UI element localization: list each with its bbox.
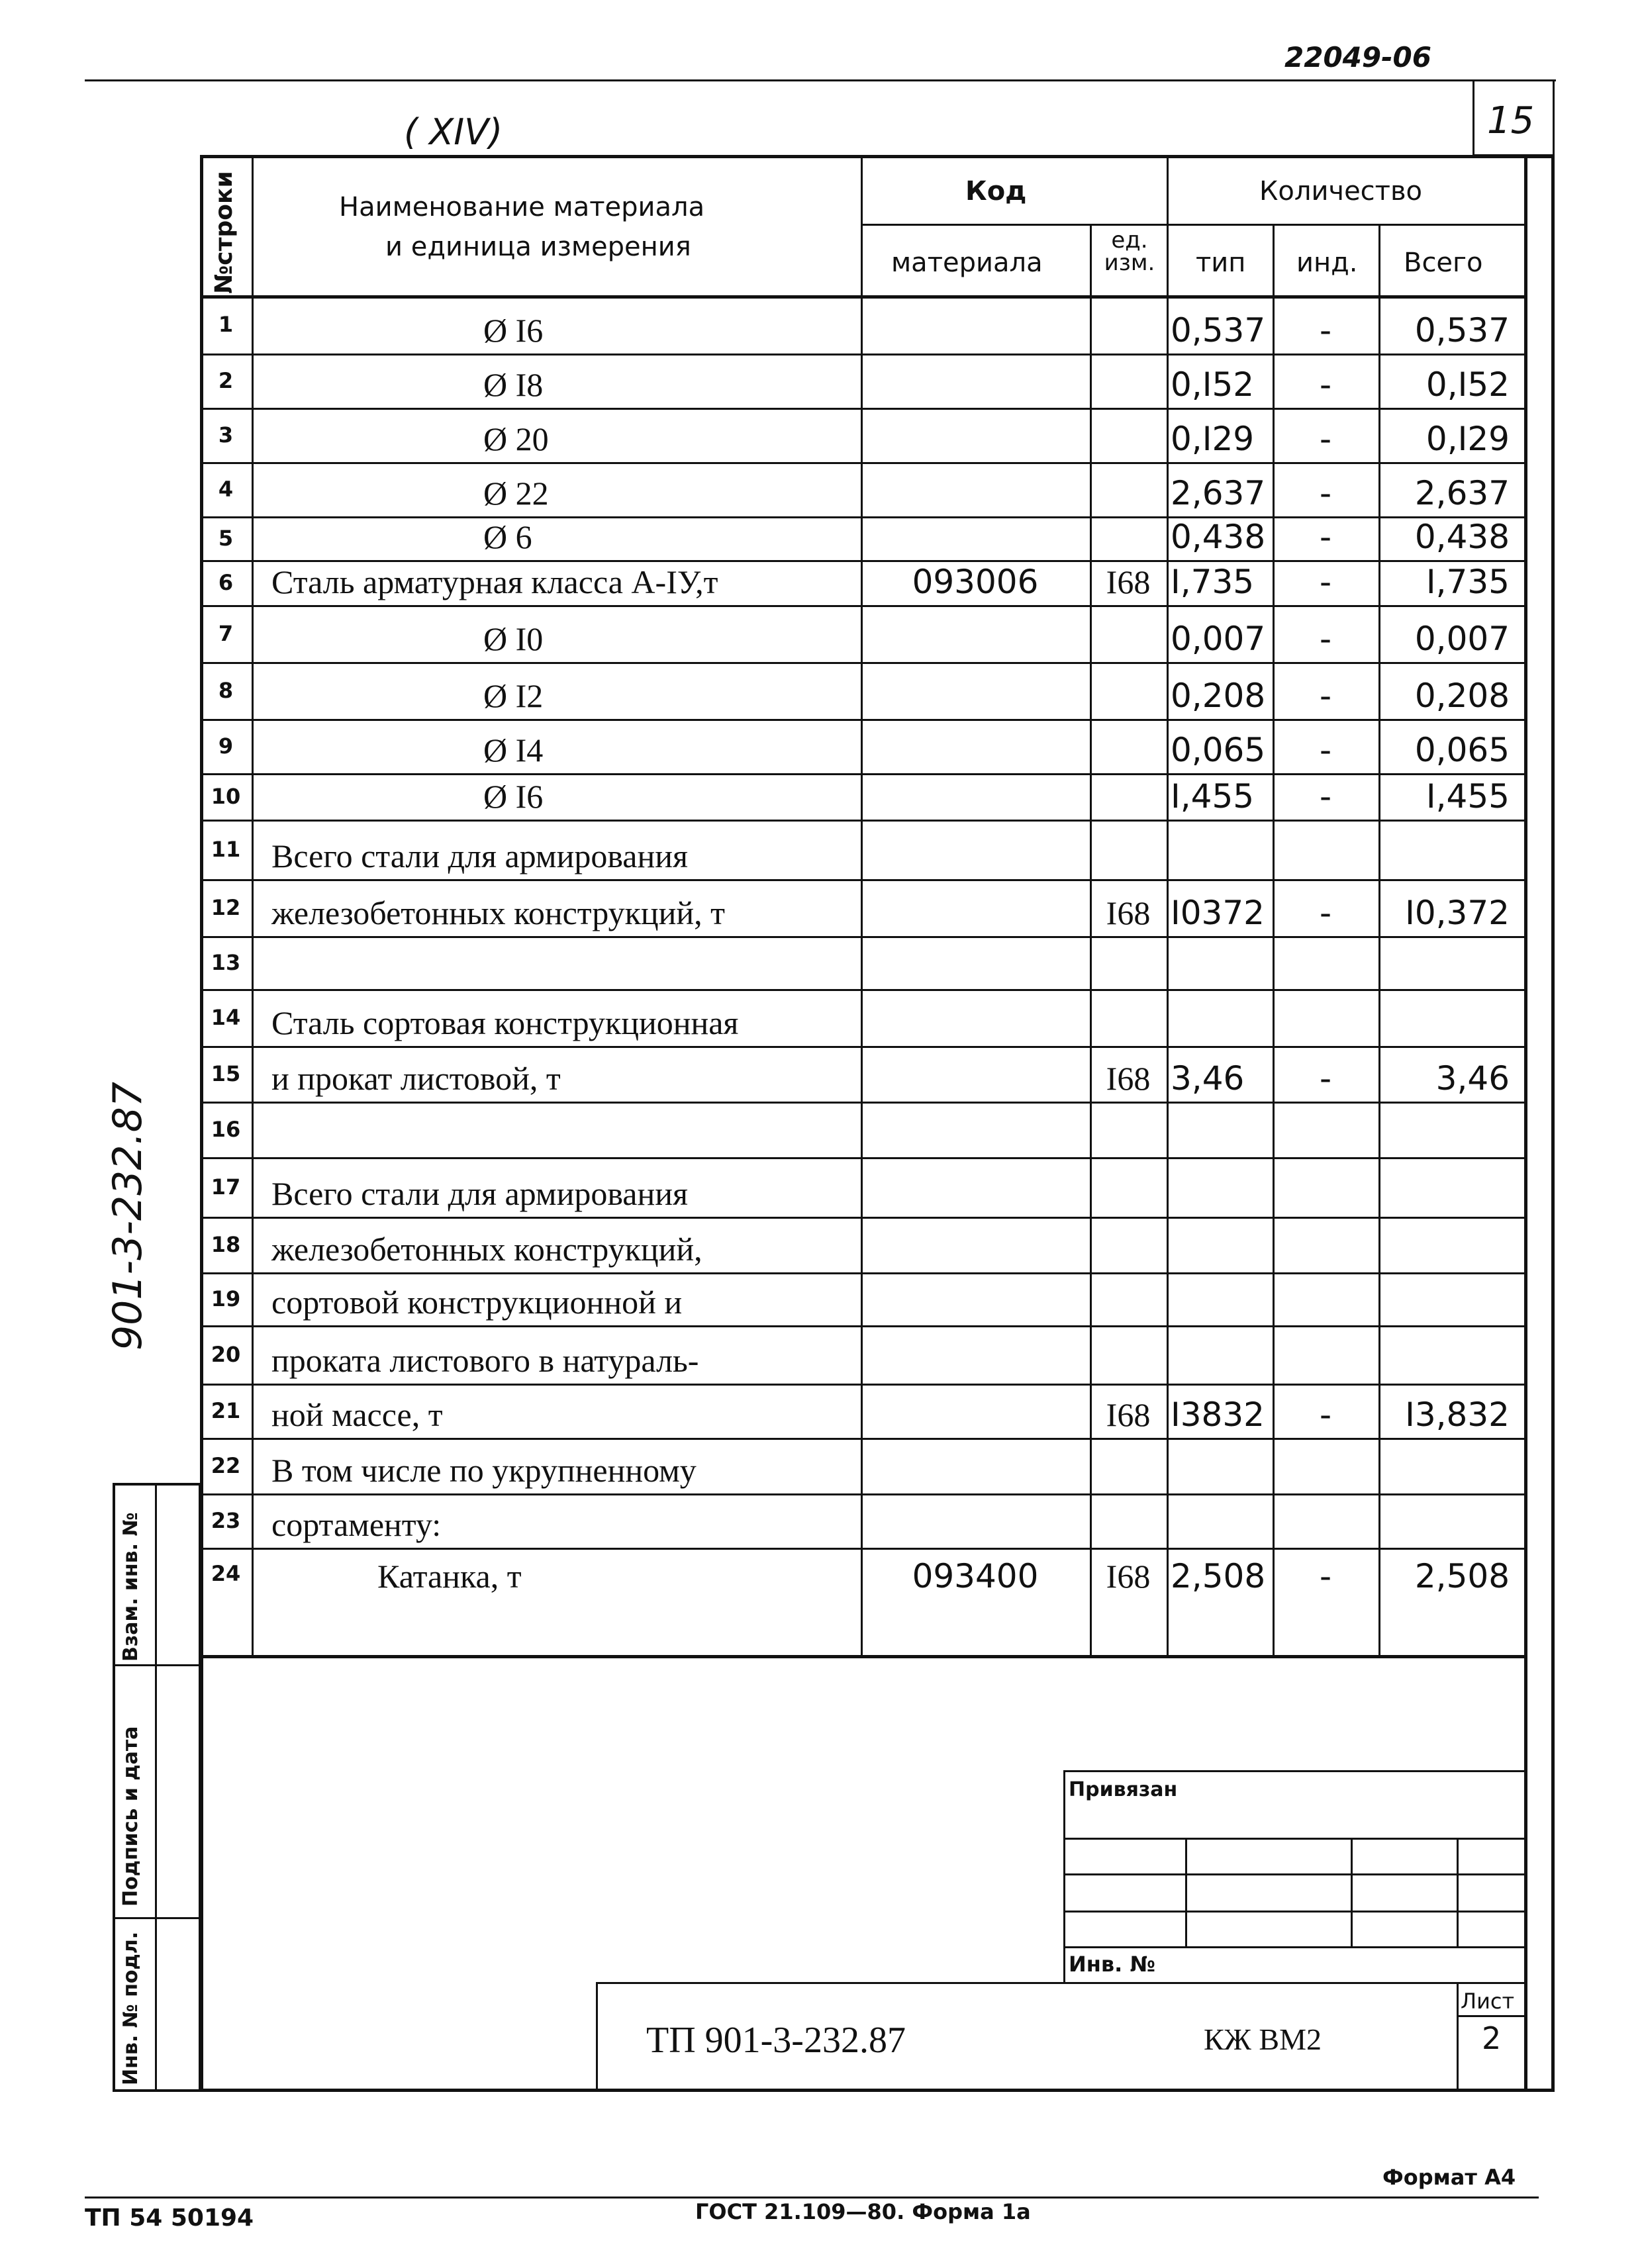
cell-code (861, 462, 1090, 516)
cell-name: Ø I0 (483, 620, 544, 657)
cell-name (252, 1102, 861, 1157)
cell-total: 2,637 (1414, 474, 1510, 512)
cell-code (861, 1217, 1090, 1272)
cell-code (861, 719, 1090, 773)
cell-n: 17 (211, 1174, 241, 1200)
cell-ind: - (1319, 311, 1332, 350)
cell-type (1167, 820, 1273, 879)
cell-unit (1090, 1102, 1167, 1157)
sheet-number: 15 (1487, 99, 1535, 142)
cell-ind (1273, 1157, 1378, 1217)
cell-unit (1090, 773, 1167, 820)
cell-total (1378, 1325, 1524, 1384)
cell-unit (1090, 989, 1167, 1046)
cell-unit: I68 (1106, 894, 1151, 931)
cell-n: 13 (211, 950, 241, 975)
cell-n: 5 (218, 526, 234, 551)
cell-total: I0,372 (1405, 894, 1510, 932)
cell-unit (1090, 1157, 1167, 1217)
cell-name: и прокат листовой, т (271, 1060, 561, 1097)
cell-code (861, 1384, 1090, 1438)
cell-unit (1090, 516, 1167, 560)
side-stamp-vzam: Взам. инв. № (119, 1512, 142, 1662)
cell-ind: - (1319, 1059, 1332, 1098)
cell-unit: I68 (1106, 1396, 1151, 1433)
cell-code (861, 1438, 1090, 1493)
cell-ind: - (1319, 1395, 1332, 1434)
cell-n: 9 (218, 733, 234, 759)
cell-ind: - (1319, 420, 1332, 458)
title-block-privyazan: Привязан (1069, 1778, 1178, 1801)
title-block-list-label: Лист (1461, 1989, 1515, 2014)
cell-name: Ø I2 (483, 677, 544, 714)
cell-unit (1090, 408, 1167, 462)
header-row-no: №строки (211, 171, 238, 294)
cell-name: Всего стали для армирования (271, 837, 688, 874)
cell-name: Ø I6 (483, 312, 544, 349)
cell-name: Ø 20 (483, 420, 549, 457)
cell-unit (1090, 1325, 1167, 1384)
cell-unit (1090, 719, 1167, 773)
cell-total: 0,I29 (1425, 420, 1510, 458)
cell-n: 24 (211, 1561, 241, 1586)
cell-n: 16 (211, 1117, 241, 1142)
header-qty-type: тип (1196, 248, 1246, 278)
cell-ind (1273, 1217, 1378, 1272)
cell-unit: I68 (1106, 1060, 1151, 1097)
cell-ind: - (1319, 620, 1332, 658)
cell-total: I,455 (1425, 777, 1510, 816)
cell-total: I,735 (1425, 563, 1510, 601)
side-mark: 901-3-232.87 (105, 1082, 151, 1350)
cell-total: 0,537 (1414, 311, 1510, 350)
cell-name: В том числе по укрупненному (271, 1452, 697, 1489)
cell-unit (1090, 662, 1167, 719)
doc-number-top: 22049-06 (1284, 41, 1431, 73)
cell-ind: - (1319, 563, 1332, 601)
cell-type: 3,46 (1171, 1059, 1245, 1098)
cell-type (1167, 989, 1273, 1046)
cell-total: I3,832 (1405, 1395, 1510, 1434)
header-qty-total: Всего (1404, 248, 1483, 278)
cell-n: 21 (211, 1398, 241, 1423)
cell-type (1167, 1438, 1273, 1493)
cell-ind: - (1319, 777, 1332, 816)
cell-ind (1273, 820, 1378, 879)
cell-ind: - (1319, 518, 1332, 556)
cell-n: 4 (218, 477, 234, 502)
title-block-inv-no: Инв. № (1069, 1952, 1155, 1977)
cell-type: 0,537 (1171, 311, 1266, 350)
cell-unit (1090, 462, 1167, 516)
cell-name: Ø I4 (483, 732, 544, 769)
cell-type: I0372 (1171, 894, 1265, 932)
cell-ind: - (1319, 894, 1332, 932)
cell-name: проката листового в натураль- (271, 1342, 699, 1379)
cell-ind: - (1319, 731, 1332, 769)
header-code-unit: ед. изм. (1104, 227, 1155, 276)
footer-format: Формат А4 (1382, 2165, 1516, 2190)
cell-code (861, 1325, 1090, 1384)
cell-total (1378, 1217, 1524, 1272)
cell-ind (1273, 936, 1378, 989)
cell-code (861, 295, 1090, 354)
cell-unit (1090, 820, 1167, 879)
cell-code (861, 1493, 1090, 1548)
cell-unit (1090, 1217, 1167, 1272)
header-qty-group: Количество (1259, 176, 1423, 207)
title-block-designation: ТП 901-3-232.87 (646, 2020, 906, 2061)
cell-code: 093006 (912, 563, 1039, 601)
cell-n: 1 (218, 312, 234, 337)
cell-total: 0,I52 (1425, 365, 1510, 404)
cell-total: 0,438 (1414, 518, 1510, 556)
cell-n: 22 (211, 1453, 241, 1478)
cell-unit: I68 (1106, 1558, 1151, 1595)
cell-total (1378, 1157, 1524, 1217)
cell-name: Катанка, т (377, 1558, 522, 1595)
cell-code (861, 662, 1090, 719)
cell-code (861, 879, 1090, 936)
cell-ind (1273, 1325, 1378, 1384)
cell-total: 0,208 (1414, 677, 1510, 715)
cell-type: 0,065 (1171, 731, 1266, 769)
cell-code (861, 1157, 1090, 1217)
cell-ind: - (1319, 365, 1332, 404)
cell-type: I3832 (1171, 1395, 1265, 1434)
cell-name: Всего стали для армирования (271, 1175, 688, 1212)
cell-unit (1090, 936, 1167, 989)
cell-ind: - (1319, 474, 1332, 512)
cell-type: 0,I52 (1171, 365, 1255, 404)
cell-ind (1273, 989, 1378, 1046)
cell-code (861, 1272, 1090, 1325)
cell-unit (1090, 605, 1167, 662)
header-code-material: материала (891, 248, 1043, 278)
cell-name: Ø I8 (483, 366, 544, 403)
cell-type (1167, 936, 1273, 989)
cell-type: I,455 (1171, 777, 1255, 816)
side-stamp-inv-podl: Инв. № подл. (119, 1931, 142, 2085)
cell-total (1378, 936, 1524, 989)
cell-name: Ø I6 (483, 778, 544, 815)
cell-ind (1273, 1272, 1378, 1325)
cell-name: сортаменту: (271, 1506, 442, 1543)
cell-total (1378, 1102, 1524, 1157)
cell-name: сортовой конструкционной и (271, 1284, 683, 1321)
cell-n: 10 (211, 784, 241, 809)
title-block-list-value: 2 (1482, 2020, 1502, 2056)
cell-code (861, 1046, 1090, 1102)
cell-unit (1090, 1493, 1167, 1548)
header-name-line1: Наименование материала (339, 192, 705, 222)
cell-type: 2,508 (1171, 1557, 1266, 1595)
cell-code (861, 936, 1090, 989)
cell-total: 3,46 (1435, 1059, 1510, 1098)
cell-unit (1090, 1272, 1167, 1325)
header-name-line2: и единица измерения (385, 232, 691, 262)
cell-n: 6 (218, 570, 234, 595)
cell-total: 0,007 (1414, 620, 1510, 658)
cell-type (1167, 1493, 1273, 1548)
cell-code (861, 820, 1090, 879)
cell-ind (1273, 1493, 1378, 1548)
cell-total (1378, 1438, 1524, 1493)
cell-code: 093400 (912, 1557, 1039, 1595)
cell-n: 19 (211, 1286, 241, 1311)
cell-n: 23 (211, 1508, 241, 1533)
cell-n: 18 (211, 1232, 241, 1257)
header-code-group: Код (965, 176, 1027, 207)
cell-name: Ø 6 (483, 518, 532, 555)
cell-name: Сталь арматурная класса А-IУ,т (271, 563, 718, 600)
cell-n: 2 (218, 368, 234, 393)
side-stamp-podpis: Подпись и дата (119, 1726, 142, 1907)
cell-total (1378, 820, 1524, 879)
cell-n: 3 (218, 422, 234, 448)
cell-ind: - (1319, 1557, 1332, 1595)
cell-n: 7 (218, 621, 234, 646)
cell-unit (1090, 354, 1167, 408)
section-mark: ( XIV) (404, 111, 503, 153)
cell-type (1167, 1272, 1273, 1325)
title-block-mark: КЖ ВМ2 (1204, 2022, 1322, 2056)
cell-name (252, 936, 861, 989)
cell-name: Ø 22 (483, 475, 549, 512)
cell-type: 0,007 (1171, 620, 1266, 658)
cell-unit (1090, 1438, 1167, 1493)
cell-total: 0,065 (1414, 731, 1510, 769)
cell-name: железобетонных конструкций, т (271, 894, 725, 931)
cell-ind (1273, 1102, 1378, 1157)
cell-n: 15 (211, 1061, 241, 1086)
cell-code (861, 354, 1090, 408)
cell-code (861, 1102, 1090, 1157)
cell-unit (1090, 295, 1167, 354)
cell-total (1378, 989, 1524, 1046)
header-qty-ind: инд. (1296, 248, 1358, 278)
cell-type: I,735 (1171, 563, 1255, 601)
cell-type: 2,637 (1171, 474, 1266, 512)
cell-code (861, 773, 1090, 820)
cell-total (1378, 1272, 1524, 1325)
cell-name: Сталь сортовая конструкционная (271, 1004, 739, 1041)
cell-type (1167, 1157, 1273, 1217)
footer-left: ТП 54 50194 (85, 2204, 254, 2232)
cell-code (861, 989, 1090, 1046)
cell-ind: - (1319, 677, 1332, 715)
cell-n: 14 (211, 1005, 241, 1030)
cell-code (861, 605, 1090, 662)
cell-total: 2,508 (1414, 1557, 1510, 1595)
cell-n: 20 (211, 1342, 241, 1367)
cell-n: 11 (211, 837, 241, 862)
cell-unit: I68 (1106, 563, 1151, 600)
cell-name: ной массе, т (271, 1396, 443, 1433)
cell-ind (1273, 1438, 1378, 1493)
cell-name: железобетонных конструкций, (271, 1231, 702, 1268)
cell-type (1167, 1217, 1273, 1272)
cell-type: 0,208 (1171, 677, 1266, 715)
footer-center: ГОСТ 21.109—80. Форма 1а (695, 2199, 1031, 2224)
cell-type: 0,I29 (1171, 420, 1255, 458)
cell-type (1167, 1325, 1273, 1384)
cell-n: 12 (211, 895, 241, 920)
cell-type (1167, 1102, 1273, 1157)
cell-type: 0,438 (1171, 518, 1266, 556)
cell-code (861, 408, 1090, 462)
cell-total (1378, 1493, 1524, 1548)
cell-n: 8 (218, 678, 234, 703)
cell-code (861, 516, 1090, 560)
